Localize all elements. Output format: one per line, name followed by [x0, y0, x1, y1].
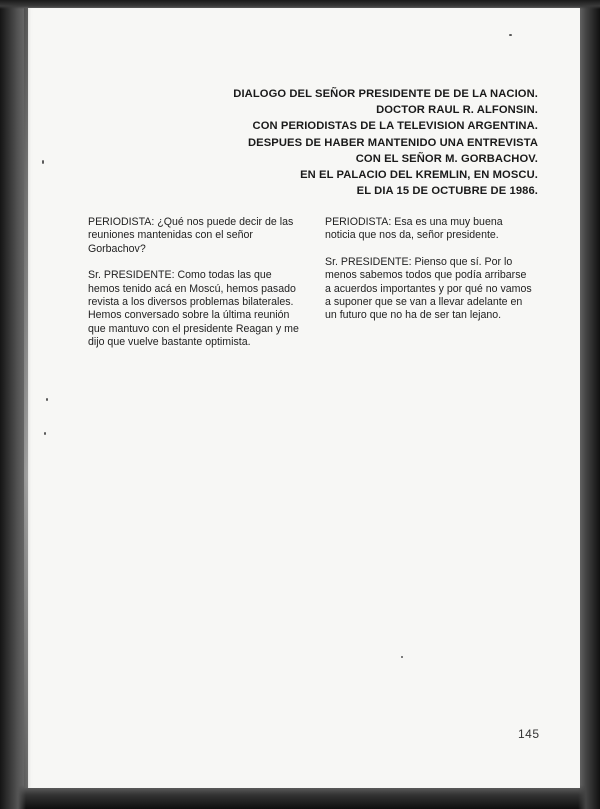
- heading-line: EN EL PALACIO DEL KREMLIN, EN MOSCU.: [300, 169, 538, 182]
- right-column: [325, 216, 535, 336]
- left-column: [88, 216, 300, 363]
- heading-line: CON EL SEÑOR M. GORBACHOV.: [355, 152, 538, 165]
- binding-edge: [24, 8, 28, 788]
- scan-speck: [46, 398, 48, 401]
- scan-speck: [509, 34, 512, 36]
- question-paragraph: PERIODISTA: ¿Qué nos puede decir de las reuniones mantenidas con el señor Gorbachov?: [88, 216, 294, 255]
- scan-speck: [44, 432, 46, 435]
- answer-paragraph: Sr. PRESIDENTE: Pienso que sí. Por lo menos sabemos todos que podía arribarse a acuerdos importantes y por qué no vamos a suponer que se van a llevar adelante en un futuro que no ha de ser tan lejano.: [325, 255, 532, 322]
- question-paragraph: PERIODISTA: Esa es una muy buena noticia que nos da, señor presidente.: [325, 216, 503, 242]
- heading-line: EL DIA 15 DE OCTUBRE DE 1986.: [356, 185, 538, 198]
- answer-paragraph: Sr. PRESIDENTE: Como todas las que hemos tenido acá en Moscú, hemos pasado revista a los diversos problemas bilaterales. Hemos conversado sobre la última reunión que mantuvo con el presidente Reagan y me dijo que vuelve bastante optimista.: [88, 269, 299, 349]
- document-heading: [118, 86, 538, 199]
- heading-line: CON PERIODISTAS DE LA TELEVISION ARGENTINA.: [252, 120, 538, 133]
- page-number: 145: [518, 727, 540, 741]
- scan-speck: [401, 656, 403, 658]
- scan-speck: [42, 160, 44, 164]
- heading-line: DIALOGO DEL SEÑOR PRESIDENTE DE DE LA NACION.: [233, 88, 538, 100]
- heading-line: DESPUES DE HABER MANTENIDO UNA ENTREVISTA: [247, 136, 538, 149]
- heading-line: DOCTOR RAUL R. ALFONSIN.: [376, 104, 538, 117]
